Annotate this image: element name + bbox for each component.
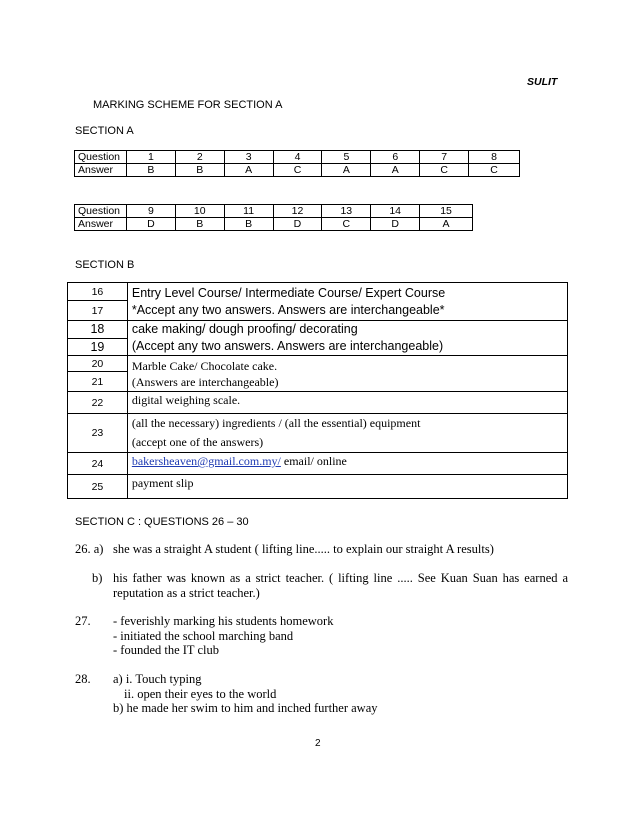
question-cell: 3 — [224, 151, 273, 164]
answer-table-1 — [74, 150, 520, 177]
q28-number: 28. — [75, 672, 91, 686]
answer-cell: B — [126, 164, 175, 177]
question-cell: 11 — [224, 205, 273, 218]
page-number: 2 — [315, 738, 321, 749]
answer-row — [75, 164, 520, 177]
section-a-heading: SECTION A — [75, 125, 134, 137]
answer-note: *Accept any two answers. Answers are interchangeable* — [131, 302, 445, 317]
classification-label: SULIT — [527, 76, 558, 88]
question-cell: 9 — [126, 205, 175, 218]
answer-row — [75, 218, 473, 231]
row-label: Answer — [75, 218, 127, 231]
q26-answer-a: she was a straight A student ( lifting line..... to explain our straight A results) — [113, 542, 494, 556]
answer-cell: A — [420, 218, 473, 231]
q28-line: ii. open their eyes to the world — [124, 687, 277, 701]
page-title: MARKING SCHEME FOR SECTION A — [93, 99, 283, 111]
section-b-table — [67, 282, 568, 499]
question-cell: 13 — [322, 205, 371, 218]
answer-line: payment slip — [131, 476, 194, 490]
answer-cell — [127, 356, 567, 392]
q27-item: - initiated the school marching band — [113, 629, 294, 643]
section-c-heading: SECTION C : QUESTIONS 26 – 30 — [75, 516, 249, 528]
answer-line: Marble Cake/ Chocolate cake. — [131, 358, 278, 373]
answer-table-2 — [74, 204, 473, 231]
question-number: 22 — [68, 392, 128, 414]
answer-cell — [127, 283, 567, 321]
question-cell: 6 — [371, 151, 420, 164]
question-number: 20 — [68, 356, 128, 372]
answer-cell: D — [371, 218, 420, 231]
question-row — [75, 151, 520, 164]
email-link[interactable]: bakersheaven@gmail.com.my/ — [131, 454, 281, 468]
answer-note: (Answers are interchangeable) — [131, 374, 279, 389]
question-number: 18 — [68, 321, 128, 339]
answer-cell: B — [224, 218, 273, 231]
question-cell: 7 — [420, 151, 469, 164]
answer-cell: A — [371, 164, 420, 177]
answer-cell — [127, 414, 567, 453]
q28-line: b) he made her swim to him and inched further away — [113, 701, 378, 715]
answer-cell — [127, 475, 567, 499]
q26-answer-b-line2: reputation as a strict teacher.) — [113, 586, 260, 600]
question-number: 19 — [68, 338, 128, 356]
question-cell: 8 — [469, 151, 520, 164]
answer-cell — [127, 321, 567, 356]
q26-label-b: b) — [92, 571, 103, 585]
question-row — [75, 205, 473, 218]
answer-cell — [127, 453, 567, 475]
question-cell: 14 — [371, 205, 420, 218]
question-number: 23 — [68, 414, 128, 453]
question-cell: 10 — [175, 205, 224, 218]
answer-cell: A — [322, 164, 371, 177]
answer-cell: C — [273, 164, 322, 177]
answer-line — [132, 453, 567, 469]
question-number: 24 — [68, 453, 128, 475]
answer-cell: A — [224, 164, 273, 177]
answer-line: digital weighing scale. — [131, 393, 241, 407]
question-number: 25 — [68, 475, 128, 499]
answer-cell: C — [322, 218, 371, 231]
answer-cell — [127, 392, 567, 414]
answer-note: (Accept any two answers. Answers are interchangeable) — [131, 339, 444, 353]
section-b-heading: SECTION B — [75, 259, 135, 271]
question-cell: 15 — [420, 205, 473, 218]
question-cell: 5 — [322, 151, 371, 164]
q26-number: 26. a) — [75, 542, 104, 556]
answer-line: (all the necessary) ingredients / (all the essential) equipment — [131, 416, 421, 430]
q27-item: - feverishly marking his students homework — [113, 614, 334, 628]
row-label: Answer — [75, 164, 127, 177]
answer-cell: C — [420, 164, 469, 177]
question-cell: 2 — [175, 151, 224, 164]
row-label: Question — [75, 151, 127, 164]
answer-cell: C — [469, 164, 520, 177]
question-number: 17 — [68, 301, 128, 321]
answer-cell: D — [273, 218, 322, 231]
question-cell: 4 — [273, 151, 322, 164]
q27-number: 27. — [75, 614, 91, 628]
answer-note: (accept one of the answers) — [131, 435, 264, 449]
question-number: 16 — [68, 283, 128, 301]
answer-text: email/ online — [280, 454, 347, 468]
question-cell: 12 — [273, 205, 322, 218]
question-cell: 1 — [126, 151, 175, 164]
question-number: 21 — [68, 372, 128, 392]
q28-line: a) i. Touch typing — [113, 672, 202, 686]
row-label: Question — [75, 205, 127, 218]
q26-answer-b-line1: his father was known as a strict teacher. ( lifting line ..... See Kuan Suan has earned a — [113, 571, 568, 585]
answer-line: cake making/ dough proofing/ decorating — [131, 322, 358, 336]
answer-cell: D — [126, 218, 175, 231]
answer-cell: B — [175, 218, 224, 231]
answer-line: Entry Level Course/ Intermediate Course/ Expert Course — [131, 285, 446, 300]
answer-cell: B — [175, 164, 224, 177]
q27-item: - founded the IT club — [113, 643, 219, 657]
